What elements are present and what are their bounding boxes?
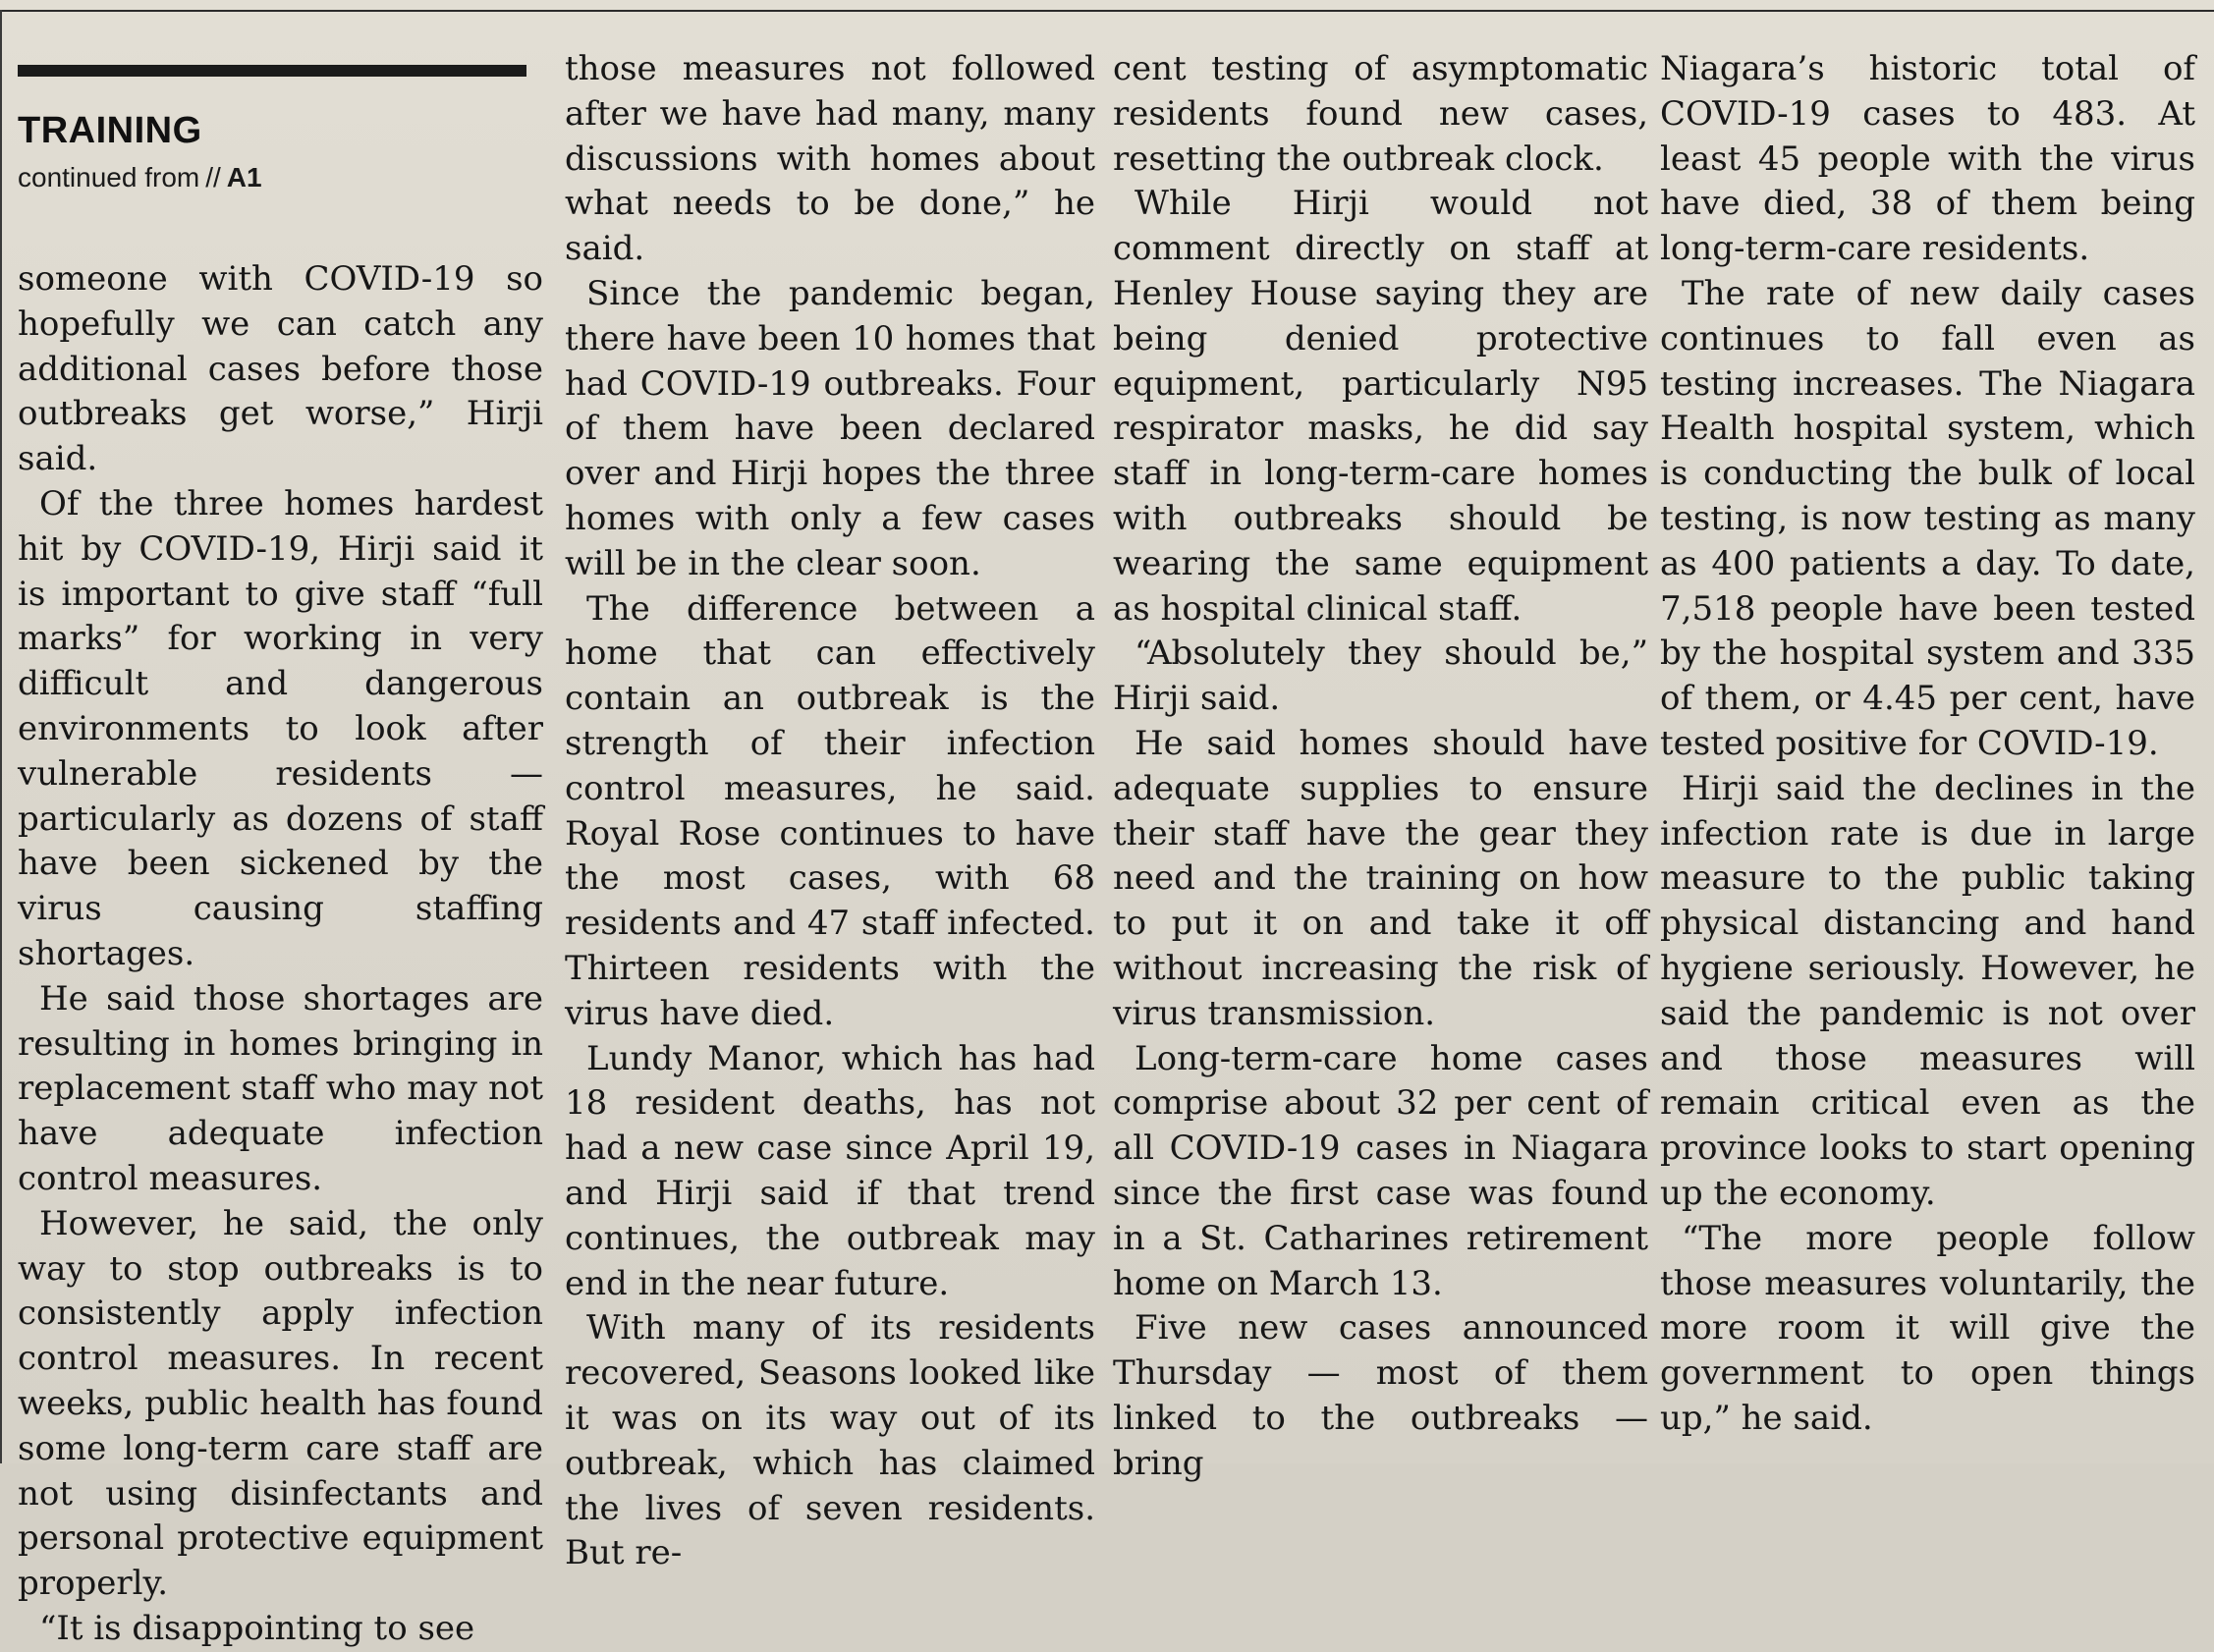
paragraph: While Hirji would not comment directly on staff at Henley House saying they are being denied protective equipment, particularly N95 respirator masks, he did say staff in long-term-care homes with outbreaks should be wearing the same equipment as hospital clinical staff. bbox=[1113, 184, 1648, 629]
section-kicker: TRAINING bbox=[18, 110, 202, 151]
left-edge-rule bbox=[0, 10, 2, 1463]
column-2 bbox=[565, 0, 1095, 1576]
paragraph: “The more people follow those measures voluntarily, the more room it will give the government to open things up,” he said. bbox=[1660, 1218, 2195, 1438]
paragraph: those measures not followed after we have had many, many discussions with homes about what needs to be done,” he said. bbox=[565, 49, 1095, 269]
paragraph: Since the pandemic began, there have been 10 homes that had COVID-19 outbreaks. Four of them have been declared over and Hirji hopes the three homes with only a few cases will be in the clear soon. bbox=[565, 273, 1095, 583]
paragraph: He said those shortages are resulting in homes bringing in replacement staff who may not have adequate infection control measures. bbox=[18, 978, 543, 1198]
column-3-text bbox=[1113, 47, 1648, 1487]
paragraph: The difference between a home that can effectively contain an outbreak is the strength of their infection control measures, he said. Royal Rose continues to have the most cases, with 68 residents and 47 staff infected. Thirteen residents with the virus have died. bbox=[565, 588, 1095, 1033]
column-1-text bbox=[18, 257, 543, 1652]
column-1 bbox=[18, 0, 543, 1652]
paragraph: Hirji said the declines in the infection rate is due in large measure to the public taking physical distancing and hand hygiene seriously. However, he said the pandemic is not over and those measures will remain critical even as the province looks to start opening up the economy. bbox=[1660, 768, 2195, 1213]
column-4 bbox=[1660, 0, 2195, 1442]
jump-slashes: // bbox=[205, 162, 221, 193]
column-4-text bbox=[1660, 47, 2195, 1442]
paragraph: However, he said, the only way to stop outbreaks is to consistently apply infection control measures. In recent weeks, public health has found some long-term care staff are not using disinfectants and personal protective equipment properly. bbox=[18, 1203, 543, 1604]
paragraph: Long-term-care home cases comprise about 32 per cent of all COVID-19 cases in Niagara since the first case was found in a St. Catharines retirement home on March 13. bbox=[1113, 1038, 1648, 1303]
paragraph: Lundy Manor, which has had 18 resident deaths, has not had a new case since April 19, and Hirji said if that trend continues, the outbreak may end in the near future. bbox=[565, 1038, 1095, 1303]
paragraph: “Absolutely they should be,” Hirji said. bbox=[1113, 633, 1648, 719]
continued-label: continued from bbox=[18, 162, 200, 193]
paragraph: With many of its residents recovered, Seasons looked like it was on its way out of its outbreak, which has claimed the lives of seven residents. But re- bbox=[565, 1308, 1095, 1573]
column-3 bbox=[1113, 0, 1648, 1487]
paragraph: “It is disappointing to see bbox=[39, 1608, 475, 1648]
paragraph: Niagara’s historic total of COVID-19 cases to 483. At least 45 people with the virus have died, 38 of them being long-term-care residents. bbox=[1660, 49, 2195, 269]
paragraph: Of the three homes hardest hit by COVID-19, Hirji said it is important to give staff “full marks” for working in very difficult and dangerous environments to look after vulnerable residents — particularly as dozens of staff have been sickened by the virus causing staffing shortages. bbox=[18, 483, 543, 973]
paragraph: The rate of new daily cases continues to fall even as testing increases. The Niagara Health hospital system, which is conducting the bulk of local testing, is now testing as many as 400 patients a day. To date, 7,518 people have been tested by the hospital system and 335 of them, or 4.45 per cent, have tested positive for COVID-19. bbox=[1660, 273, 2195, 763]
paragraph: cent testing of asymptomatic residents found new cases, resetting the outbreak clock. bbox=[1113, 49, 1648, 179]
column-2-text bbox=[565, 47, 1095, 1576]
paragraph: Five new cases announced Thursday — most of them linked to the outbreaks — bring bbox=[1113, 1308, 1648, 1483]
jump-page-ref: A1 bbox=[226, 162, 262, 193]
paragraph: He said homes should have adequate supplies to ensure their staff have the gear they need and the training on how to put it on and take it off without increasing the risk of virus transmission. bbox=[1113, 723, 1648, 1033]
continued-from-line bbox=[18, 163, 543, 257]
kicker-bar bbox=[18, 65, 526, 77]
paragraph: someone with COVID-19 so hopefully we can catch any additional cases before those outbreaks get worse,” Hirji said. bbox=[18, 259, 543, 479]
